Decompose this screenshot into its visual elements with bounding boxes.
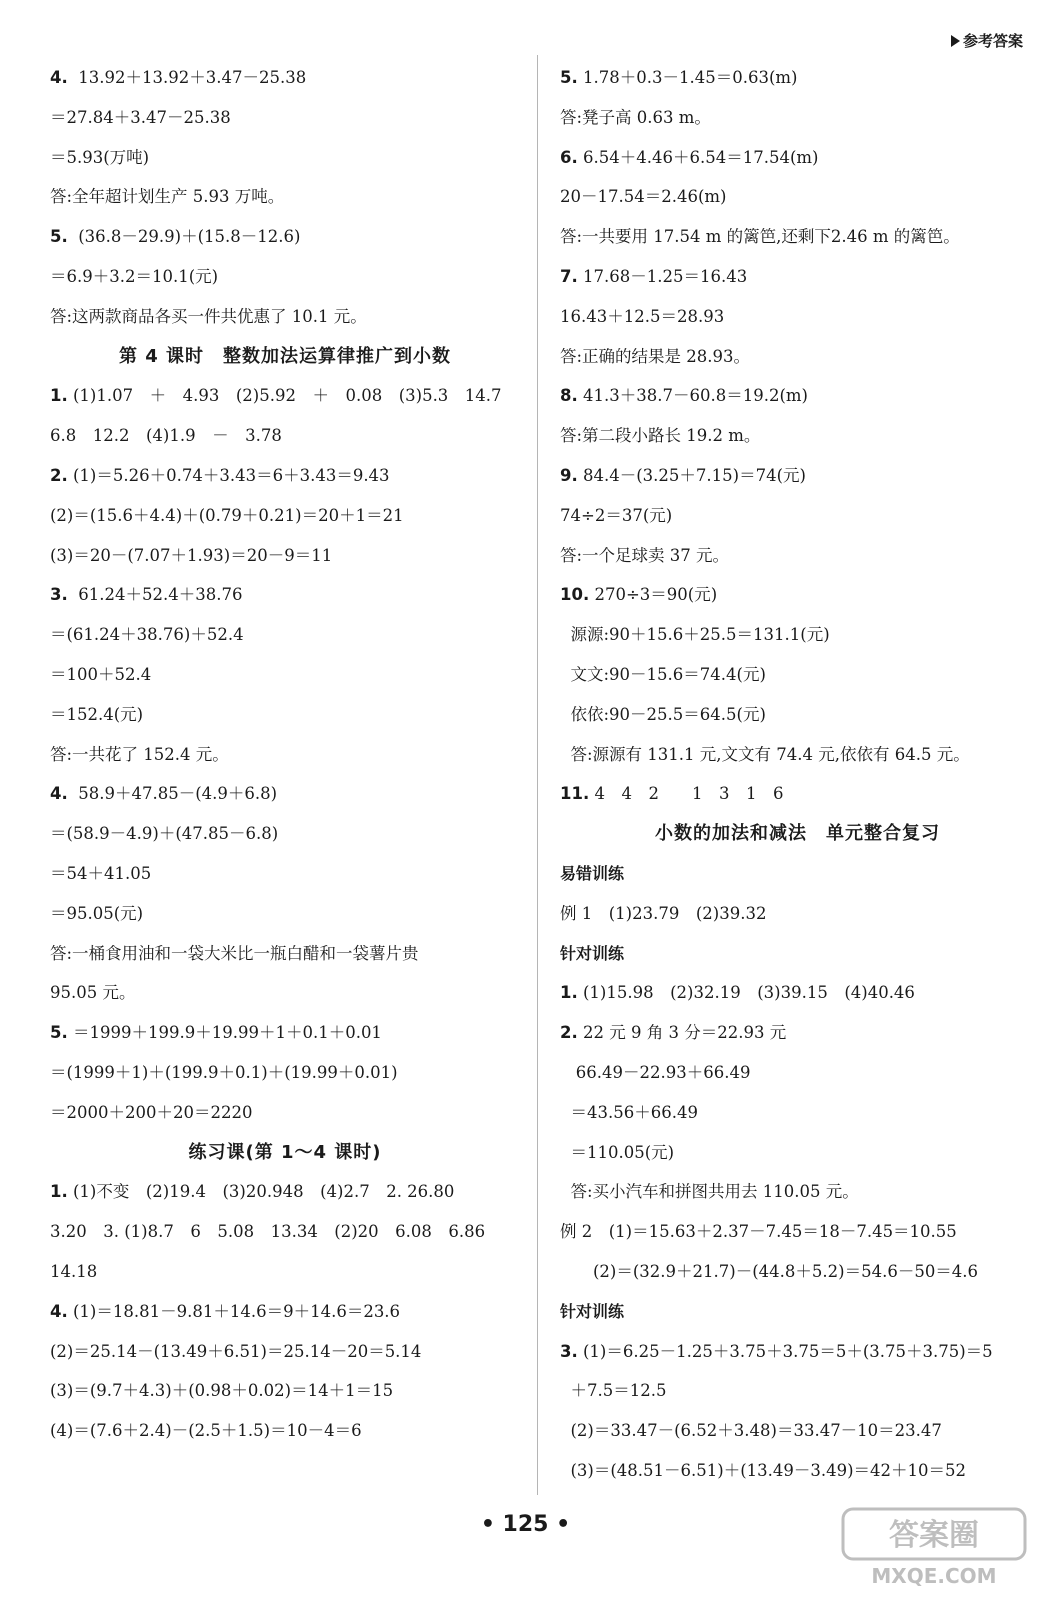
answer-text: ＋7.5＝12.5 bbox=[560, 1381, 667, 1401]
answer-text: 答:买小汽车和拼图共用去 110.05 元。 bbox=[560, 1182, 859, 1202]
answer-line bbox=[50, 1292, 520, 1332]
question-number: 4. bbox=[50, 68, 68, 87]
watermark-logo bbox=[839, 1505, 1029, 1590]
question-number: 1. bbox=[50, 386, 68, 406]
answer-text: 84.4－(3.25＋7.15)＝74(元) bbox=[577, 465, 806, 485]
answer-text: 答:全年超计划生产 5.93 万吨。 bbox=[50, 187, 285, 207]
question-number: 1. bbox=[560, 983, 578, 1003]
svg-text:答案圈: 答案圈 bbox=[889, 1518, 979, 1553]
answer-text: 例 1 (1)23.79 (2)39.32 bbox=[560, 903, 767, 923]
answer-text: 20－17.54＝2.46(m) bbox=[560, 187, 727, 207]
answer-text: ＝(1999＋1)＋(199.9＋0.1)＋(19.99＋0.01) bbox=[50, 1062, 398, 1082]
answer-text: (2)＝33.47－(6.52＋3.48)＝33.47－10＝23.47 bbox=[560, 1421, 942, 1441]
question-number: 2. bbox=[50, 465, 68, 485]
answer-text: 66.49－22.93＋66.49 bbox=[560, 1062, 751, 1082]
answer-line bbox=[560, 177, 1035, 217]
answer-line bbox=[50, 376, 520, 416]
question-number: 4. bbox=[50, 1301, 68, 1321]
answer-line bbox=[50, 854, 520, 894]
question-number: 5. bbox=[50, 227, 68, 247]
answer-line bbox=[560, 58, 1035, 98]
header-label: 参考答案 bbox=[962, 32, 1023, 50]
answer-line bbox=[50, 735, 520, 775]
answer-line bbox=[560, 217, 1035, 257]
answer-line bbox=[560, 1371, 1035, 1411]
answer-text: 270÷3＝90(元) bbox=[589, 585, 718, 605]
answer-text: 答:一个足球卖 37 元。 bbox=[560, 545, 730, 565]
answer-line bbox=[50, 615, 520, 655]
answer-line bbox=[560, 138, 1035, 178]
left-column bbox=[50, 58, 520, 1451]
answer-line bbox=[50, 894, 520, 934]
answer-line bbox=[50, 138, 520, 178]
answer-line bbox=[50, 1053, 520, 1093]
answer-text: 答:正确的结果是 28.93。 bbox=[560, 346, 751, 366]
answer-text: ＝54＋41.05 bbox=[50, 863, 152, 883]
answer-line bbox=[50, 1172, 520, 1212]
column-divider bbox=[537, 55, 538, 1495]
answer-line bbox=[560, 1212, 1035, 1252]
answer-line bbox=[560, 1451, 1035, 1491]
answer-line bbox=[50, 1212, 520, 1252]
answer-line bbox=[560, 337, 1035, 377]
subsection-heading: 针对训练 bbox=[560, 943, 625, 963]
answer-line bbox=[560, 1013, 1035, 1053]
right-column bbox=[560, 58, 1035, 1491]
answer-text: 22 元 9 角 3 分＝22.93 元 bbox=[577, 1023, 787, 1043]
answer-line bbox=[560, 894, 1035, 934]
answer-line bbox=[50, 1332, 520, 1372]
answer-text: 例 2 (1)＝15.63＋2.37－7.45＝18－7.45＝10.55 bbox=[560, 1222, 957, 1242]
answer-line bbox=[50, 257, 520, 297]
question-number: 9. bbox=[560, 465, 578, 485]
answer-line bbox=[50, 1252, 520, 1292]
answer-text: ＝6.9＋3.2＝10.1(元) bbox=[50, 266, 219, 286]
answer-text: (36.8－29.9)＋(15.8－12.6) bbox=[67, 227, 301, 247]
answer-line bbox=[560, 257, 1035, 297]
answer-text: ＝27.84＋3.47－25.38 bbox=[50, 107, 231, 127]
answer-text: ＝(58.9－4.9)＋(47.85－6.8) bbox=[50, 824, 279, 844]
answer-line bbox=[560, 456, 1035, 496]
answer-line bbox=[560, 1093, 1035, 1133]
question-number: 4. bbox=[50, 784, 68, 804]
answer-text: 58.9＋47.85－(4.9＋6.8) bbox=[67, 784, 278, 804]
answer-line bbox=[560, 1133, 1035, 1173]
subsection-heading: 针对训练 bbox=[560, 1301, 625, 1321]
answer-text: (3)＝(48.51－6.51)＋(13.49－3.49)＝42＋10＝52 bbox=[560, 1460, 967, 1480]
section-heading: 小数的加法和减法 单元整合复习 bbox=[655, 823, 940, 845]
answer-text: 74÷2＝37(元) bbox=[560, 505, 673, 525]
triangle-icon bbox=[951, 35, 960, 47]
answer-line bbox=[50, 297, 520, 337]
section-heading: 第 4 课时 整数加法运算律推广到小数 bbox=[118, 345, 452, 367]
answer-text: (1)＝18.81－9.81＋14.6＝9＋14.6＝23.6 bbox=[67, 1301, 401, 1321]
answer-text: 16.43＋12.5＝28.93 bbox=[560, 306, 725, 326]
answer-text: 文文:90－15.6＝74.4(元) bbox=[560, 664, 766, 684]
answer-text: ＝43.56＋66.49 bbox=[560, 1102, 698, 1122]
answer-line bbox=[560, 98, 1035, 138]
page-header bbox=[951, 30, 1023, 51]
answer-line bbox=[50, 575, 520, 615]
answer-line bbox=[560, 536, 1035, 576]
answer-line bbox=[50, 456, 520, 496]
answer-text: 41.3＋38.7－60.8＝19.2(m) bbox=[577, 386, 808, 406]
answer-text: ＝2000＋200＋20＝2220 bbox=[50, 1102, 253, 1122]
answer-text: (2)＝(15.6＋4.4)＋(0.79＋0.21)＝20＋1＝21 bbox=[50, 505, 404, 525]
answer-text: (1)不变 (2)19.4 (3)20.948 (4)2.7 2. 26.80 bbox=[67, 1182, 455, 1202]
answer-line bbox=[50, 1371, 520, 1411]
answer-text: (2)＝25.14－(13.49＋6.51)＝25.14－20＝5.14 bbox=[50, 1341, 422, 1361]
answer-text: 答:一共要用 17.54 m 的篱笆,还剩下2.46 m 的篱笆。 bbox=[560, 227, 960, 247]
answer-line bbox=[50, 973, 520, 1013]
question-number: 10. bbox=[560, 585, 590, 605]
answer-line bbox=[50, 655, 520, 695]
question-number: 11. bbox=[560, 784, 590, 804]
answer-line bbox=[560, 735, 1035, 775]
answer-line bbox=[560, 1053, 1035, 1093]
answer-text: ＝95.05(元) bbox=[50, 903, 144, 923]
answer-line bbox=[50, 58, 520, 98]
answer-line bbox=[560, 575, 1035, 615]
answer-line bbox=[50, 496, 520, 536]
answer-line bbox=[50, 177, 520, 217]
answer-text: 答:第二段小路长 19.2 m。 bbox=[560, 426, 761, 446]
answer-text: (2)＝(32.9＋21.7)－(44.8＋5.2)＝54.6－50＝4.6 bbox=[560, 1261, 979, 1281]
answer-text: 答:凳子高 0.63 m。 bbox=[560, 107, 711, 127]
question-number: 8. bbox=[560, 386, 578, 406]
answer-line bbox=[50, 1093, 520, 1133]
answer-line bbox=[560, 615, 1035, 655]
answer-text: 答:这两款商品各买一件共优惠了 10.1 元。 bbox=[50, 306, 367, 326]
question-number: 5. bbox=[560, 68, 578, 87]
answer-text: 61.24＋52.4＋38.76 bbox=[67, 585, 243, 605]
answer-line bbox=[50, 98, 520, 138]
answer-text: ＝5.93(万吨) bbox=[50, 147, 150, 167]
answer-text: 依依:90－25.5＝64.5(元) bbox=[560, 704, 766, 724]
subsection-heading: 易错训练 bbox=[560, 863, 625, 883]
answer-text: 答:源源有 131.1 元,文文有 74.4 元,依依有 64.5 元。 bbox=[560, 744, 970, 764]
section-heading: 练习课(第 1～4 课时) bbox=[188, 1141, 382, 1163]
answer-line bbox=[560, 1252, 1035, 1292]
answer-text: 95.05 元。 bbox=[50, 983, 136, 1003]
answer-text: (3)＝(9.7＋4.3)＋(0.98＋0.02)＝14＋1＝15 bbox=[50, 1381, 394, 1401]
answer-line bbox=[50, 814, 520, 854]
answer-text: (4)＝(7.6＋2.4)－(2.5＋1.5)＝10－4＝6 bbox=[50, 1421, 362, 1441]
question-number: 2. bbox=[560, 1023, 578, 1043]
answer-text: 3.20 3. (1)8.7 6 5.08 13.34 (2)20 6.08 6.86 bbox=[50, 1222, 486, 1242]
answer-line bbox=[560, 695, 1035, 735]
answer-line bbox=[560, 376, 1035, 416]
answer-text: 答:一共花了 152.4 元。 bbox=[50, 744, 229, 764]
answer-text: ＝110.05(元) bbox=[560, 1142, 675, 1162]
answer-text: 14.18 bbox=[50, 1261, 98, 1281]
answer-line bbox=[50, 536, 520, 576]
question-number: 6. bbox=[560, 147, 578, 167]
answer-line bbox=[50, 416, 520, 456]
answer-text: (3)＝20－(7.07＋1.93)＝20－9＝11 bbox=[50, 545, 333, 565]
question-number: 3. bbox=[560, 1341, 578, 1361]
answer-line bbox=[560, 973, 1035, 1013]
answer-text: 答:一桶食用油和一袋大米比一瓶白醋和一袋薯片贵 bbox=[50, 943, 419, 963]
answer-line bbox=[560, 1411, 1035, 1451]
page-number: • 125 • bbox=[480, 1512, 571, 1537]
answer-text: ＝152.4(元) bbox=[50, 704, 144, 724]
answer-line bbox=[560, 416, 1035, 456]
answer-text: (1)1.07 ＋ 4.93 (2)5.92 ＋ 0.08 (3)5.3 14.7 bbox=[67, 386, 502, 406]
answer-line bbox=[50, 774, 520, 814]
answer-text: 13.92＋13.92＋3.47－25.38 bbox=[67, 68, 307, 87]
answer-text: ＝100＋52.4 bbox=[50, 664, 152, 684]
answer-text: 6.8 12.2 (4)1.9 － 3.78 bbox=[50, 426, 282, 446]
answer-text: 17.68－1.25＝16.43 bbox=[577, 266, 748, 286]
answer-line bbox=[560, 297, 1035, 337]
answer-line bbox=[560, 496, 1035, 536]
answer-line bbox=[560, 655, 1035, 695]
question-number: 3. bbox=[50, 585, 68, 605]
question-number: 1. bbox=[50, 1182, 68, 1202]
question-number: 7. bbox=[560, 266, 578, 286]
answer-text: (1)15.98 (2)32.19 (3)39.15 (4)40.46 bbox=[577, 983, 915, 1003]
svg-text:MXQE.COM: MXQE.COM bbox=[871, 1564, 997, 1588]
answer-line bbox=[50, 695, 520, 735]
question-number: 5. bbox=[50, 1023, 68, 1043]
answer-line bbox=[50, 934, 520, 974]
answer-text: ＝(61.24＋38.76)＋52.4 bbox=[50, 625, 244, 645]
answer-text: ＝1999＋199.9＋19.99＋1＋0.1＋0.01 bbox=[67, 1023, 382, 1043]
answer-text: 4 4 2 1 3 1 6 bbox=[589, 784, 784, 804]
answer-line bbox=[560, 774, 1035, 814]
answer-text: 6.54＋4.46＋6.54＝17.54(m) bbox=[577, 147, 819, 167]
answer-text: 源源:90＋15.6＋25.5＝131.1(元) bbox=[560, 625, 830, 645]
answer-text: (1)＝6.25－1.25＋3.75＋3.75＝5＋(3.75＋3.75)＝5 bbox=[577, 1341, 993, 1361]
answer-line bbox=[50, 1013, 520, 1053]
answer-line bbox=[50, 217, 520, 257]
answer-text: 1.78＋0.3－1.45＝0.63(m) bbox=[577, 68, 798, 87]
answer-line bbox=[560, 1172, 1035, 1212]
answer-line bbox=[560, 1332, 1035, 1372]
answer-line bbox=[50, 1411, 520, 1451]
answer-text: (1)＝5.26＋0.74＋3.43＝6＋3.43＝9.43 bbox=[67, 465, 390, 485]
